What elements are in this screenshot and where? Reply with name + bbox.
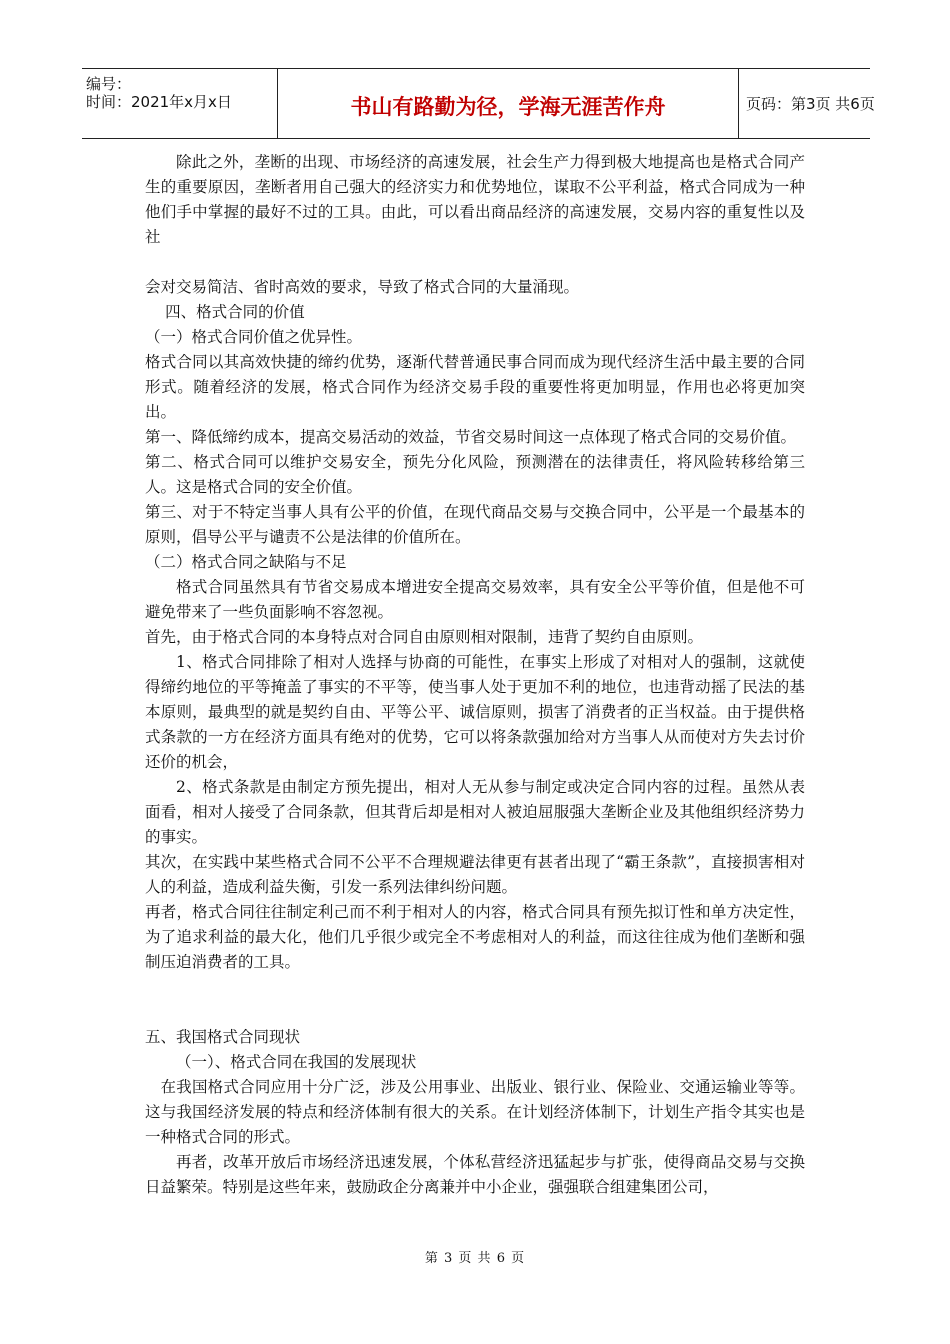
body-paragraph: 2、格式条款是由制定方预先提出，相对人无从参与制定或决定合同内容的过程。虽然从表面看，相对人接受了合同条款，但其背后却是相对人被迫屈服强大垄断企业及其他组织经济势力的事实。 [145,778,805,846]
page-footer: 第 3 页 共 6 页 [424,1251,526,1266]
body-paragraph: 第三、对于不特定当事人具有公平的价值，在现代商品交易与交换合同中，公平是一个最基本的原则，倡导公平与谴责不公是法律的价值所在。 [145,503,805,546]
subsection-heading: （一）、格式合同在我国的发展现状 [176,1053,417,1071]
paragraph-gap [145,1000,805,1025]
document-body [145,150,805,1200]
body-paragraph: 格式合同以其高效快捷的缔约优势，逐渐代替普通民事合同而成为现代经济生活中最主要的合同形式。随着经济的发展，格式合同作为经济交易手段的重要性将更加明显，作用也必将更加突出。 [145,353,805,421]
body-paragraph: 第二、格式合同可以维护交易安全，预先分化风险，预测潜在的法律责任，将风险转移给第三人。这是格式合同的安全价值。 [145,453,805,496]
subsection-heading: （二）格式合同之缺陷与不足 [145,553,347,571]
body-paragraph: 再者，格式合同往往制定利己而不利于相对人的内容，格式合同具有预先拟订性和单方决定性，为了追求利益的最大化，他们几乎很少或完全不考虑相对人的利益，而这往往成为他们垄断和强制压迫消费者的工具。 [145,903,805,971]
header-page-cell [738,69,875,138]
body-paragraph: 首先，由于格式合同的本身特点对合同自由原则相对限制，违背了契约自由原则。 [145,628,704,646]
section-heading: 四、格式合同的价值 [165,303,305,321]
paragraph-gap [145,250,805,275]
header-page-number: 页码：第3页 共6页 [746,95,875,113]
document-time-label: 时间：2021年x月x日 [86,93,232,111]
body-paragraph: 1、格式合同排除了相对人选择与协商的可能性，在事实上形成了对相对人的强制，这就使得缔约地位的平等掩盖了事实的不平等，使当事人处于更加不利的地位，也违背动摇了民法的基本原则，最典型的就是契约自由、平等公平、诚信原则，损害了消费者的正当权益。由于提供格式条款的一方在经济方面具有绝对的优势，它可以将条款强加给对方当事人从而使对方失去讨价还价的机会， [145,653,805,771]
body-paragraph: 再者，改革开放后市场经济迅速发展，个体私营经济迅猛起步与扩张，使得商品交易与交换日益繁荣。特别是这些年来，鼓励政企分离兼并中小企业，强强联合组建集团公司， [145,1153,805,1196]
header-left-cell [82,69,277,138]
header-motto-cell [277,69,739,138]
paragraph-gap [145,975,805,1000]
header-motto: 书山有路勤为径，学海无涯苦作舟 [350,95,666,119]
subsection-heading: （一）格式合同价值之优异性。 [145,328,363,346]
document-number-label: 编号： [86,75,132,93]
body-paragraph: 在我国格式合同应用十分广泛，涉及公用事业、出版业、银行业、保险业、交通运输业等等。这与我国经济发展的特点和经济体制有很大的关系。在计划经济体制下，计划生产指令其实也是一种格式合同的形式。 [145,1078,805,1146]
body-paragraph: 其次，在实践中某些格式合同不公平不合理规避法律更有甚者出现了“霸王条款”，直接损害相对人的利益，造成利益失衡，引发一系列法律纠纷问题。 [145,853,805,896]
body-paragraph: 第一、降低缔约成本，提高交易活动的效益，节省交易时间这一点体现了格式合同的交易价值。 [145,428,797,446]
page-header [82,68,875,139]
body-paragraph: 格式合同虽然具有节省交易成本增进安全提高交易效率，具有安全公平等价值，但是他不可避免带来了一些负面影响不容忽视。 [145,578,805,621]
body-paragraph: 除此之外，垄断的出现、市场经济的高速发展，社会生产力得到极大地提高也是格式合同产生的重要原因，垄断者用自己强大的经济实力和优势地位，谋取不公平利益，格式合同成为一种他们手中掌握的最好不过的工具。由此，可以看出商品经济的高速发展，交易内容的重复性以及社 [145,153,805,246]
body-paragraph: 会对交易简洁、省时高效的要求，导致了格式合同的大量涌现。 [145,278,580,296]
section-heading: 五、我国格式合同现状 [145,1028,301,1046]
